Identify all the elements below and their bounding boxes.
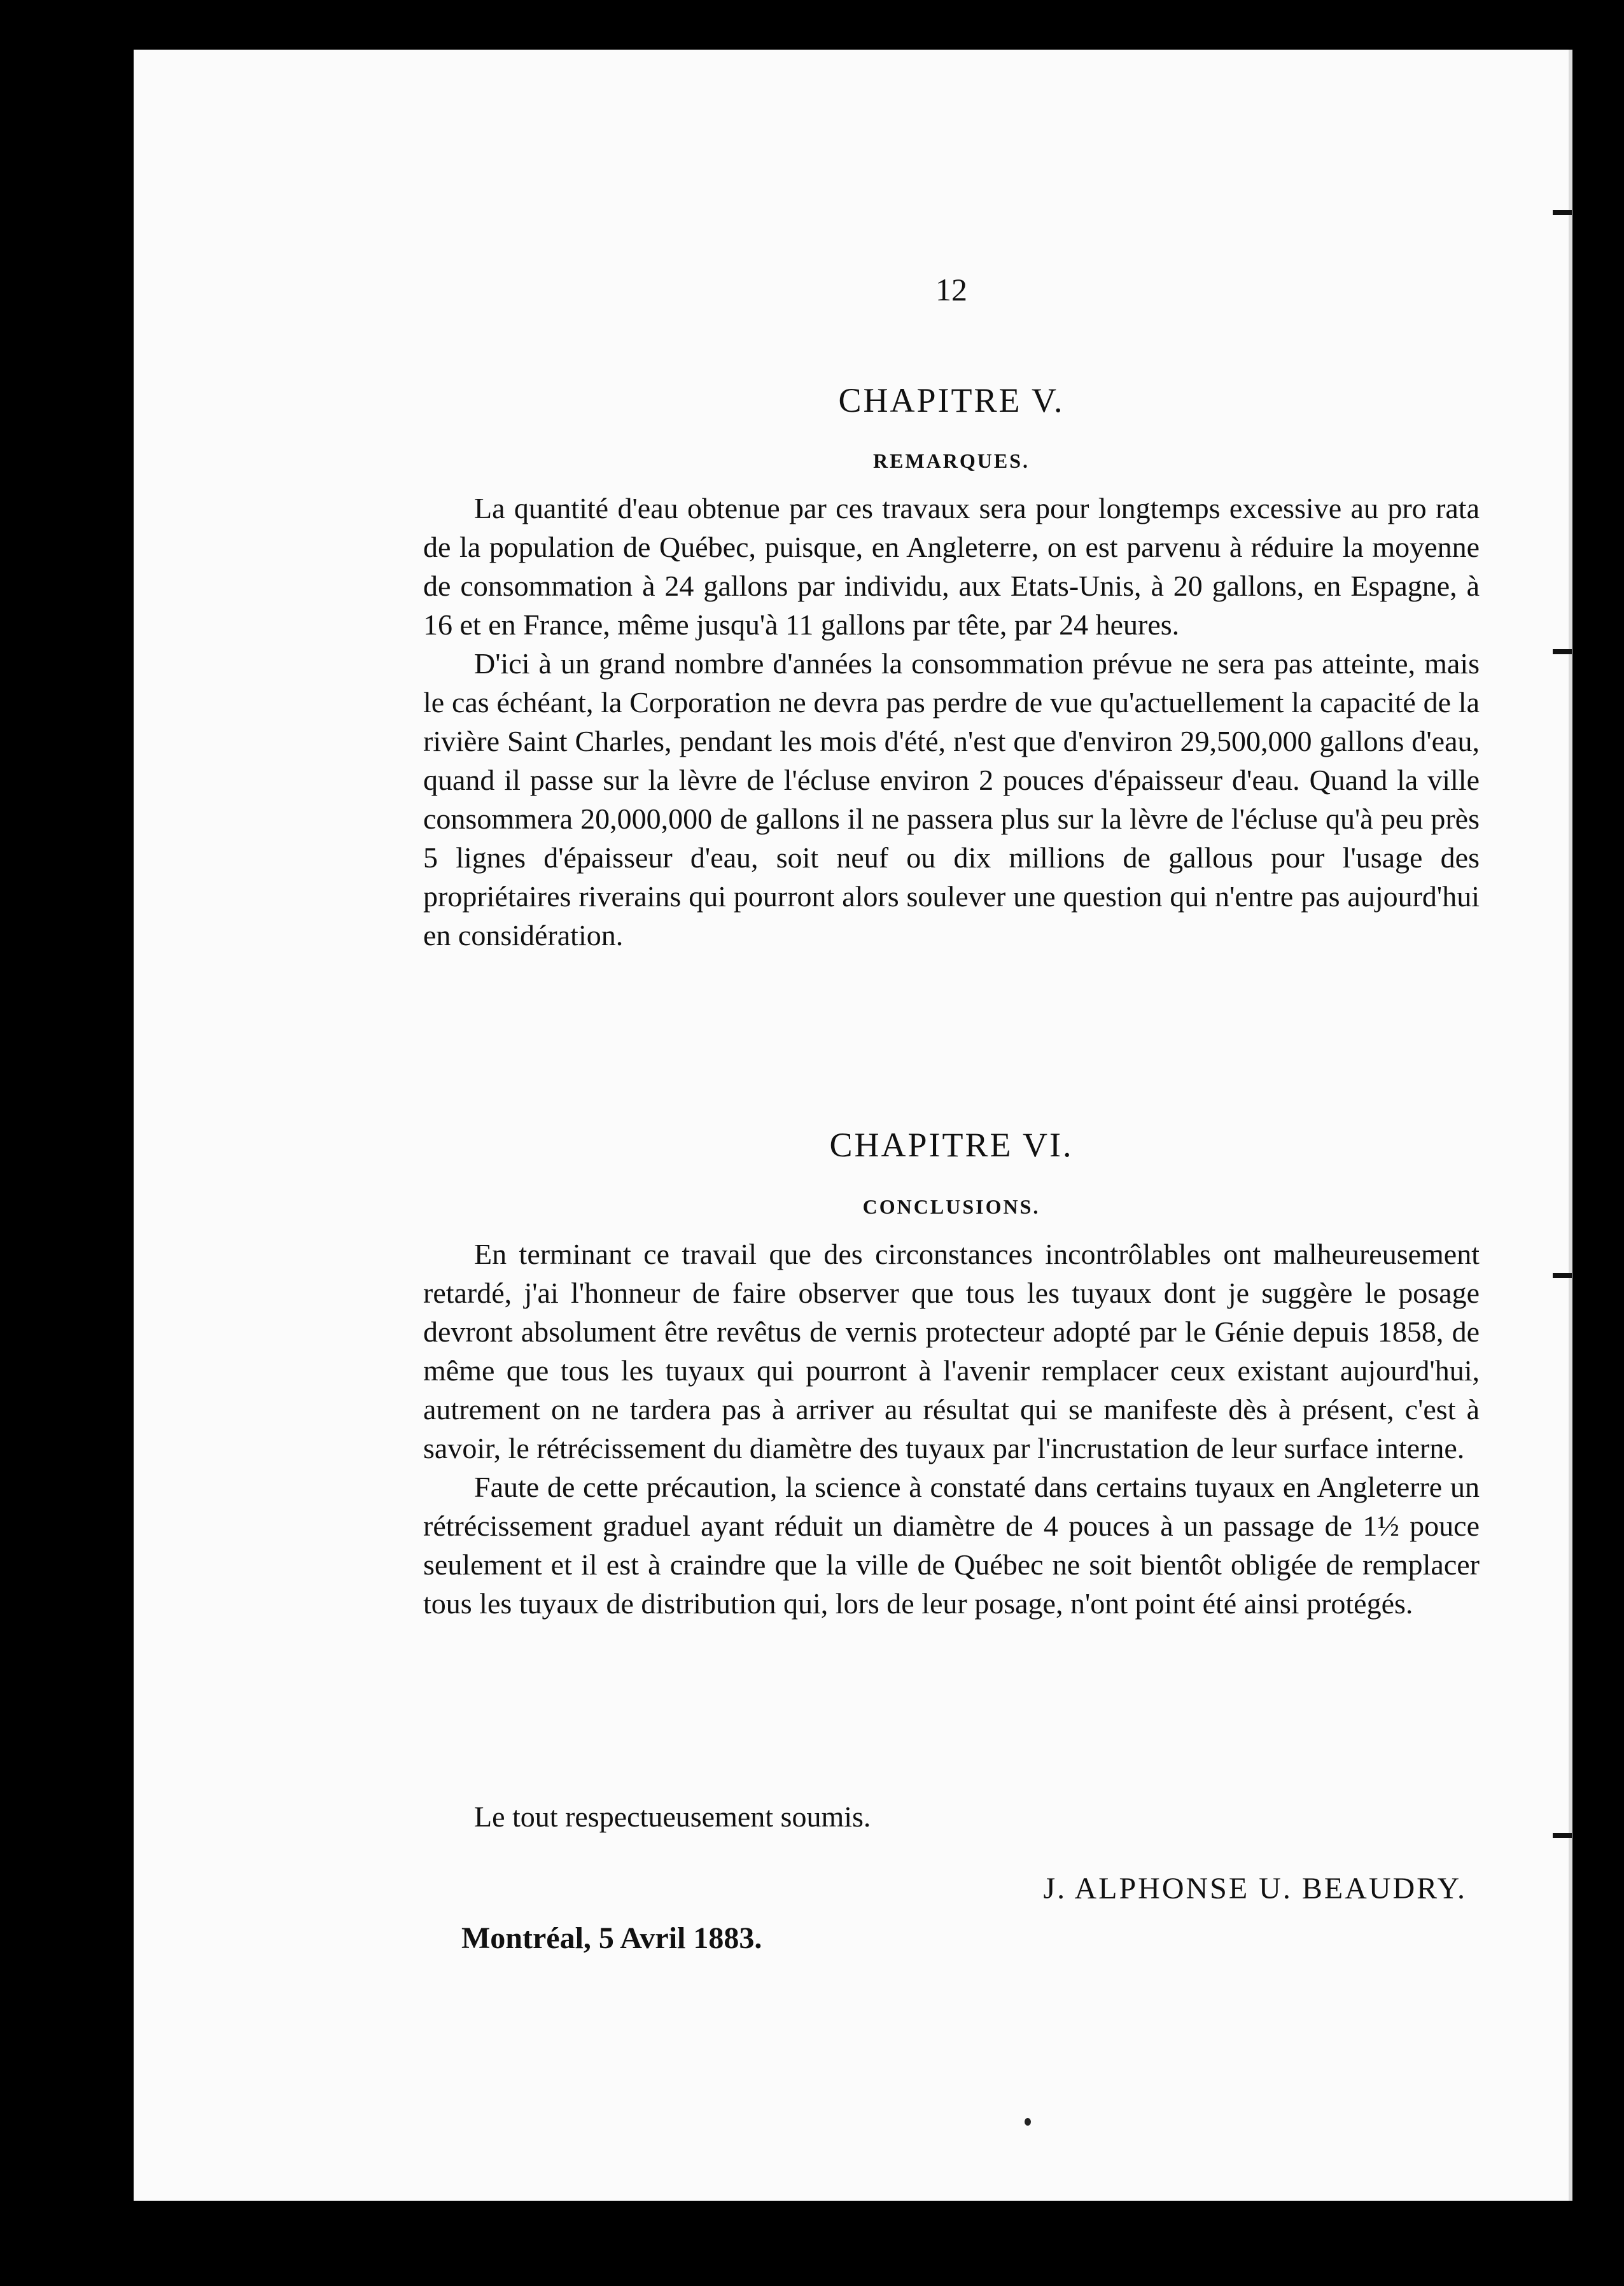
ink-speck bbox=[1025, 2118, 1031, 2126]
closing-line: Le tout respectueusement soumis. bbox=[474, 1800, 871, 1833]
scan-edge-mark bbox=[1553, 649, 1572, 654]
chapter-5-body bbox=[423, 489, 1480, 955]
scan-edge-mark bbox=[1553, 210, 1572, 215]
chapter-6-paragraph-2: Faute de cette précaution, la science à constaté dans certains tuyaux en Angleterre un rétrécissement graduel ayant réduit un diamètre de 4 pouces à un passage de 1½ pouce seulement et il est à craindre que la ville de Québec ne soit bientôt obligée de remplacer tous les tuyaux de distribution qui, lors de leur posage, n'ont point été ainsi protégés. bbox=[423, 1471, 1480, 1620]
chapter-6-paragraph-1: En terminant ce travail que des circonstances incontrôlables ont malheureusement retardé, j'ai l'honneur de faire observer que tous les tuyaux dont je suggère le posage devront absolument être revêtus de vernis protecteur adopté par le Génie depuis 1858, de même que tous les tuyaux qui pourront à l'avenir remplacer ceux existant aujourd'hui, autrement on ne tardera pas à arriver au résultat qui se manifeste dès à présent, c'est à savoir, le rétrécissement du diamètre des tuyaux par l'incrustation de leur surface interne. bbox=[423, 1238, 1480, 1464]
chapter-5-section-title: REMARQUES. bbox=[872, 449, 1030, 472]
chapter-5-title: CHAPITRE V. bbox=[838, 381, 1065, 419]
place-and-date: Montréal, 5 Avril 1883. bbox=[461, 1921, 762, 1955]
signature: J. ALPHONSE U. BEAUDRY. bbox=[1043, 1872, 1467, 1905]
chapter-6-body bbox=[423, 1235, 1480, 1623]
chapter-6-section-title: CONCLUSIONS. bbox=[862, 1195, 1040, 1218]
scan-edge-mark bbox=[1553, 1833, 1572, 1838]
scan-edge-mark bbox=[1553, 1273, 1572, 1278]
document-page bbox=[134, 50, 1572, 2201]
page-number: 12 bbox=[935, 272, 967, 307]
chapter-5-paragraph-2: D'ici à un grand nombre d'années la consommation prévue ne sera pas atteinte, mais le cas échéant, la Corporation ne devra pas perdre de vue qu'actuellement la capacité de la rivière Saint Charles, pendant les mois d'été, n'est que d'environ 29,500,000 gallons d'eau, quand il passe sur la lèvre de l'écluse environ 2 pouces d'épaisseur d'eau. Quand la ville consommera 20,000,000 de gallons il ne passera plus sur la lèvre de l'écluse qu'à peu près 5 lignes d'épaisseur d'eau, soit neuf ou dix millions de gallous pour l'usage des propriétaires riverains qui pourront alors soulever une question qui n'entre pas aujourd'hui en considération. bbox=[423, 647, 1480, 951]
chapter-6-title: CHAPITRE VI. bbox=[829, 1126, 1074, 1164]
chapter-5-paragraph-1: La quantité d'eau obtenue par ces travaux sera pour longtemps excessive au pro rata de la population de Québec, puisque, en Angleterre, on est parvenu à réduire la moyenne de consommation à 24 gallons par individu, aux Etats-Unis, à 20 gallons, en Espagne, à 16 et en France, même jusqu'à 11 gallons par tête, par 24 heures. bbox=[423, 492, 1480, 641]
